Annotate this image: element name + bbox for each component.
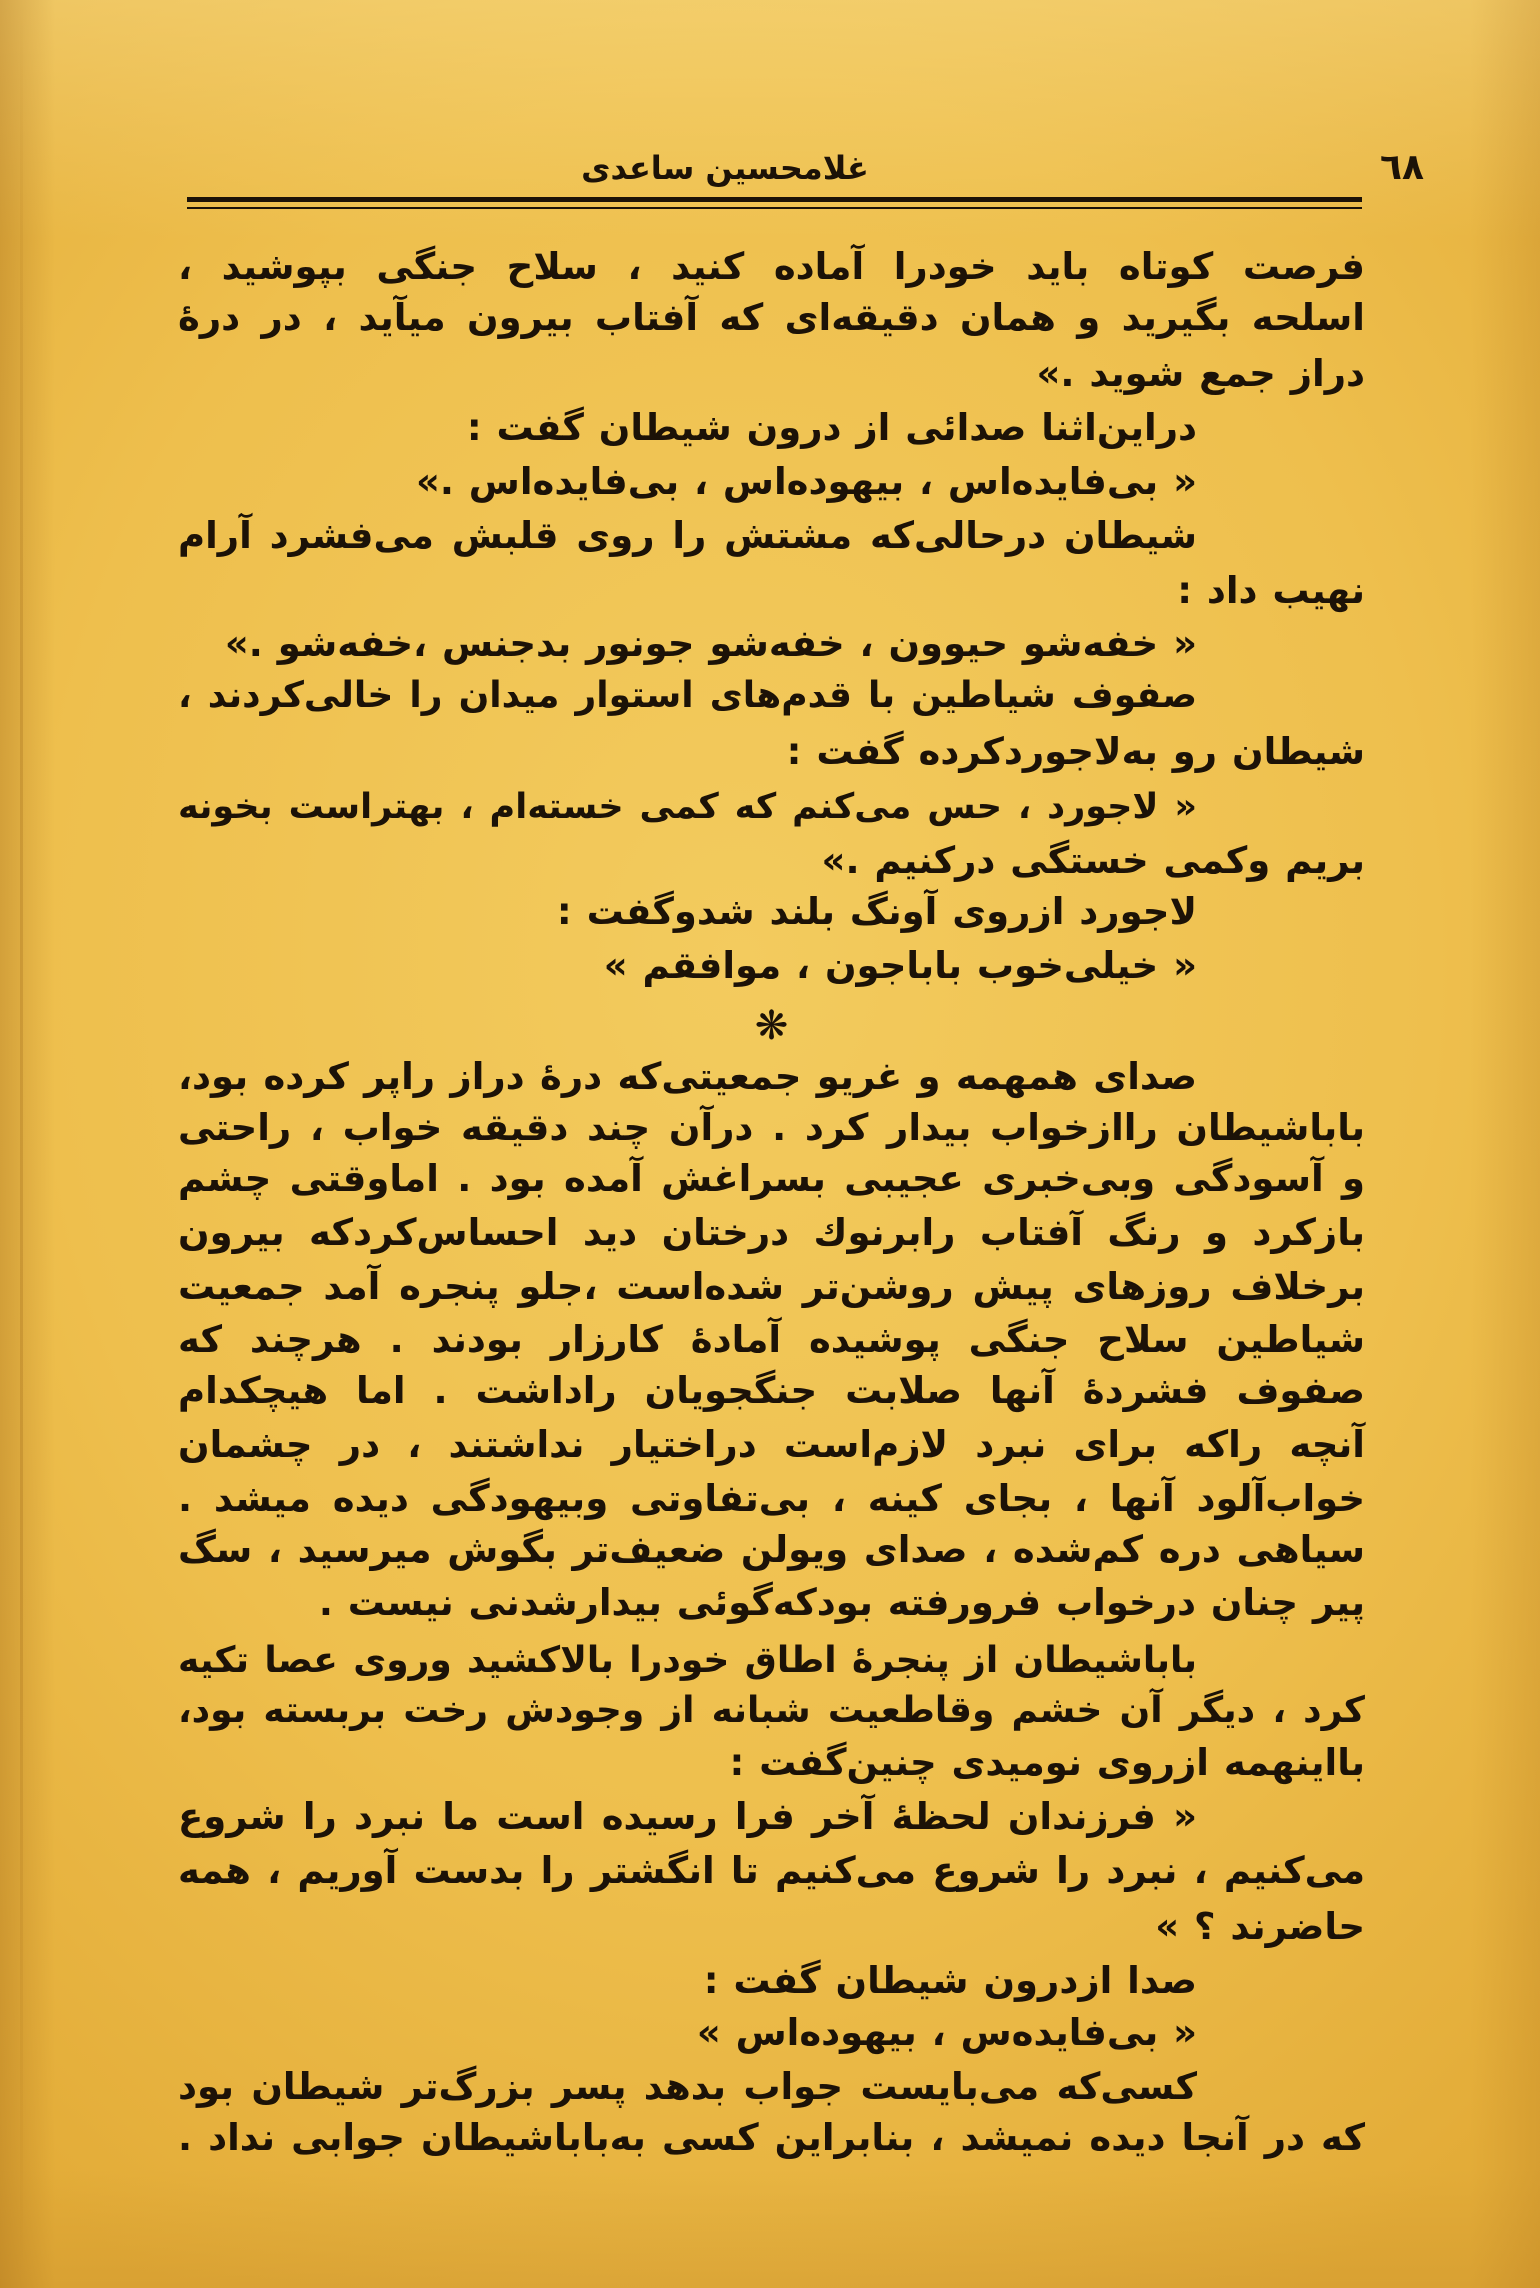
text-line: لاجورد ازروی آونگ بلند شدوگفت : bbox=[556, 890, 1197, 933]
text-line: « لاجورد ، حس می‌کنم که کمی خسته‌ام ، بهتراست بخونه bbox=[178, 787, 1197, 827]
text-line: پیر چنان درخواب فرورفته بودکه‌گوئی بیدارشدنی نیست . bbox=[318, 1581, 1365, 1624]
body-text bbox=[178, 0, 1365, 2288]
running-head-author: غلامحسین ساعدی bbox=[581, 149, 869, 187]
text-line: صدای همهمه و غریو جمعیتی‌که درهٔ دراز راپر کرده بود، bbox=[178, 1055, 1197, 1098]
text-line: شیطان درحالی‌که مشتش را روی قلبش می‌فشرد آرام bbox=[178, 514, 1197, 557]
section-break-ornament: ❋ bbox=[754, 1003, 789, 1049]
text-line: دراین‌اثنا صدائی از درون شیطان گفت : bbox=[466, 406, 1197, 449]
text-line: صفوف شیاطین با قدم‌های استوار میدان را خالی‌کردند ، bbox=[178, 675, 1197, 716]
text-line: که در آنجا دیده نمیشد ، بنابراین کسی به‌باباشیطان جوابی نداد . bbox=[178, 2116, 1365, 2159]
text-line: صفوف فشردهٔ آنها صلابت جنگجویان راداشت . اما هیچکدام bbox=[178, 1369, 1365, 1412]
text-line: فرصت کوتاه باید خودرا آماده کنید ، سلاح جنگی بپوشید ، bbox=[178, 245, 1365, 288]
text-line: بازکرد و رنگ آفتاب رابرنوك درختان دید احساس‌کردکه بیرون bbox=[178, 1211, 1365, 1254]
text-line: کرد ، دیگر آن خشم وقاطعیت شبانه از وجودش رخت بربسته بود، bbox=[178, 1690, 1365, 1731]
text-line: برخلاف روزهای پیش روشن‌تر شده‌است ،جلو پنجره آمد جمعیت bbox=[178, 1265, 1365, 1308]
paper-crease bbox=[20, 0, 23, 2288]
text-line: خواب‌آلود آنها ، بجای کینه ، بی‌تفاوتی وبیهودگی دیده میشد . bbox=[178, 1477, 1365, 1520]
text-line: نهیب داد : bbox=[1177, 569, 1365, 612]
text-line: دراز جمع شوید .» bbox=[1036, 352, 1365, 395]
text-line: بااینهمه ازروی نومیدی چنین‌گفت : bbox=[729, 1741, 1365, 1784]
text-line: می‌کنیم ، نبرد را شروع می‌کنیم تا انگشتر را بدست آوریم ، همه bbox=[178, 1849, 1365, 1892]
text-line: « خفه‌شو حیوون ، خفه‌شو جونور بدجنس ،خفه‌شو .» bbox=[224, 622, 1197, 665]
text-line: باباشیطان از پنجرهٔ اطاق خودرا بالاکشید وروی عصا تکیه bbox=[178, 1640, 1197, 1681]
text-line: بریم وکمی خستگی درکنیم .» bbox=[821, 839, 1365, 882]
text-line: آنچه راکه برای نبرد لازم‌است دراختیار نداشتند ، در چشمان bbox=[178, 1423, 1365, 1466]
text-line: سیاهی دره کم‌شده ، صدای ویولن ضعیف‌تر بگوش میرسید ، سگ bbox=[178, 1528, 1365, 1571]
text-line: شیاطین سلاح جنگی پوشیده آمادهٔ کارزار بودند . هرچند که bbox=[178, 1318, 1365, 1361]
text-line: « بی‌فایده‌س ، بیهوده‌اس » bbox=[696, 2011, 1197, 2054]
text-line: « فرزندان لحظهٔ آخر فرا رسیده است ما نبرد را شروع bbox=[178, 1795, 1197, 1838]
text-line: کسی‌که می‌بایست جواب بدهد پسر بزرگ‌تر شیطان بود bbox=[178, 2065, 1197, 2108]
text-line: و آسودگی وبی‌خبری عجیبی بسراغش آمده بود . اماوقتی چشم bbox=[178, 1157, 1365, 1200]
text-line: باباشیطان راازخواب بیدار کرد . درآن چند دقیقه خواب ، راحتی bbox=[178, 1106, 1365, 1149]
text-line: « بی‌فایده‌اس ، بیهوده‌اس ، بی‌فایده‌اس .» bbox=[415, 460, 1197, 503]
text-line: صدا ازدرون شیطان گفت : bbox=[703, 1959, 1197, 2002]
text-line: اسلحه بگیرید و همان دقیقه‌ای که آفتاب بیرون میآید ، در درهٔ bbox=[178, 296, 1365, 339]
page-number: ٦٨ bbox=[1380, 147, 1424, 188]
text-line: شیطان رو به‌لاجوردکرده گفت : bbox=[786, 730, 1365, 773]
text-line: حاضرند ؟ » bbox=[1155, 1905, 1365, 1948]
text-line: « خیلی‌خوب باباجون ، موافقم » bbox=[603, 944, 1197, 987]
